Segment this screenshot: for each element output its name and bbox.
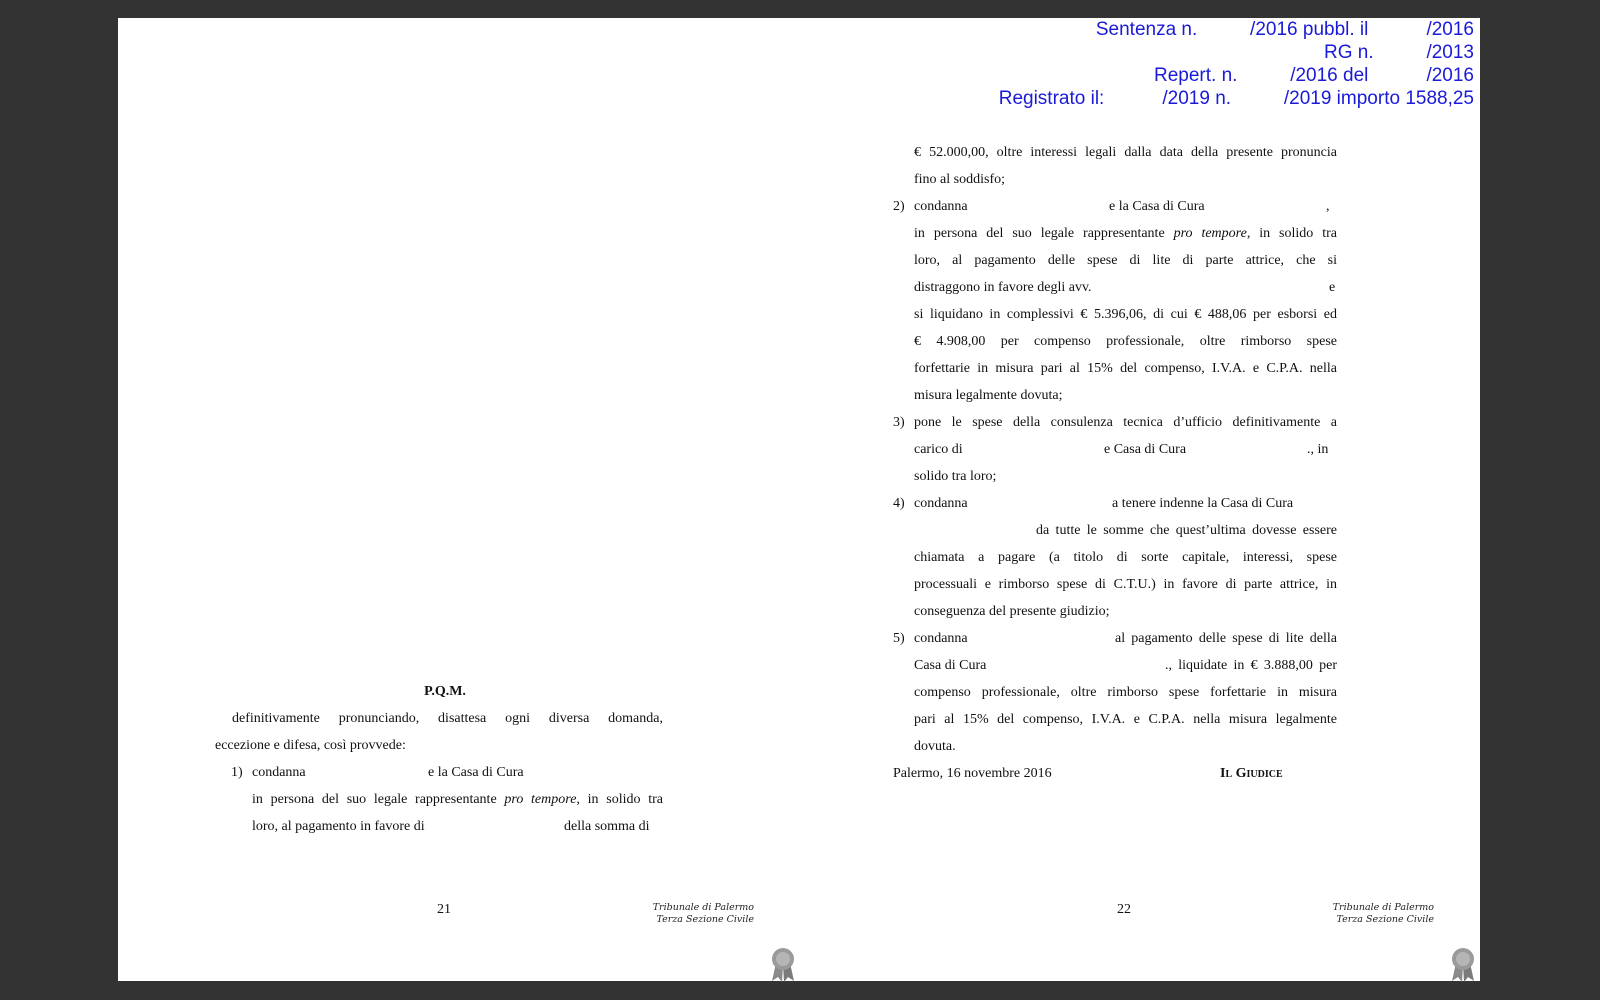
item-4-condanna: condanna bbox=[914, 496, 968, 511]
item-2-line-8: misura legalmente dovuta; bbox=[914, 388, 1063, 403]
stamp-line-registrato: Registrato il: /2019 n. /2019 importo 1588,25 bbox=[998, 88, 1474, 109]
item-3-line-2c: ., in bbox=[1307, 442, 1329, 457]
continuation-line-2: fino al soddisfo; bbox=[914, 172, 1005, 187]
item-5-line-4: pari al 15% del compenso, I.V.A. e C.P.A. nella misura legalmente bbox=[914, 712, 1337, 727]
item-2-line-4b: e bbox=[1329, 280, 1336, 295]
item-1-number: 1) bbox=[231, 765, 243, 780]
item-2-comma: , bbox=[1326, 199, 1330, 214]
item-1-line-2: in persona del suo legale rappresentante pro tempore, in solido tra bbox=[252, 792, 663, 807]
intro-line-1: definitivamente pronunciando, disattesa ogni diversa domanda, bbox=[232, 711, 663, 726]
page-number-left: 21 bbox=[437, 902, 451, 917]
item-1-casa-di-cura: e la Casa di Cura bbox=[428, 765, 524, 780]
item-4-line-4: processuali e rimborso spese di C.T.U.) in favore di parte attrice, in bbox=[914, 577, 1337, 592]
item-3-line-3: solido tra loro; bbox=[914, 469, 997, 484]
item-4-line-3: chiamata a pagare (a titolo di sorte capitale, interessi, spese bbox=[914, 550, 1337, 565]
stamp-line-sentenza: Sentenza n. /2016 pubbl. il /2016 bbox=[1095, 19, 1474, 40]
item-1-line-3b: della somma di bbox=[564, 819, 650, 834]
item-2-line-5: si liquidano in complessivi € 5.396,06, di cui € 488,06 per esborsi ed bbox=[914, 307, 1337, 322]
item-2-line-3: loro, al pagamento delle spese di lite di parte attrice, che si bbox=[914, 253, 1337, 268]
judge-signature-label: Il Giudice bbox=[1220, 766, 1283, 781]
item-3-number: 3) bbox=[893, 415, 905, 430]
item-2-casa-di-cura: e la Casa di Cura bbox=[1109, 199, 1205, 214]
item-5-line-5: dovuta. bbox=[914, 739, 956, 754]
item-2-line-7: forfettarie in misura pari al 15% del compenso, I.V.A. e C.P.A. nella bbox=[914, 361, 1337, 376]
item-5-condanna: condanna bbox=[914, 631, 968, 646]
intro-line-2: eccezione e difesa, così provvede: bbox=[215, 738, 406, 753]
item-1-condanna: condanna bbox=[252, 765, 306, 780]
item-2-line-4a: distraggono in favore degli avv. bbox=[914, 280, 1092, 295]
continuation-line-1: € 52.000,00, oltre interessi legali dalla data della presente pronuncia bbox=[914, 145, 1337, 160]
document-sheet bbox=[118, 18, 1480, 981]
item-5-line-2b: ., liquidate in € 3.888,00 per bbox=[1165, 658, 1337, 673]
item-4-line-2: da tutte le somme che quest’ultima dovesse essere bbox=[1036, 523, 1337, 538]
place-and-date: Palermo, 16 novembre 2016 bbox=[893, 766, 1052, 781]
item-4-line-5: conseguenza del presente giudizio; bbox=[914, 604, 1110, 619]
item-5-line-2a: Casa di Cura bbox=[914, 658, 987, 673]
item-4-line-1b: a tenere indenne la Casa di Cura bbox=[1112, 496, 1294, 511]
court-section: Terza Sezione Civile bbox=[1336, 914, 1434, 925]
court-name: Tribunale di Palermo bbox=[1332, 902, 1434, 913]
stamp-line-repert: Repert. n. /2016 del /2016 bbox=[1153, 65, 1474, 86]
item-3-line-1: pone le spese della consulenza tecnica d’ufficio definitivamente a bbox=[914, 415, 1337, 430]
pqm-heading: P.Q.M. bbox=[424, 684, 466, 699]
item-1-line-3a: loro, al pagamento in favore di bbox=[252, 819, 425, 834]
item-2-condanna: condanna bbox=[914, 199, 968, 214]
seal-icon bbox=[768, 947, 798, 983]
item-4-number: 4) bbox=[893, 496, 905, 511]
item-3-line-2b: e Casa di Cura bbox=[1104, 442, 1187, 457]
item-5-line-3: compenso professionale, oltre rimborso spese forfettarie in misura bbox=[914, 685, 1337, 700]
item-5-number: 5) bbox=[893, 631, 905, 646]
court-section: Terza Sezione Civile bbox=[656, 914, 754, 925]
item-2-line-6: € 4.908,00 per compenso professionale, oltre rimborso spese bbox=[914, 334, 1337, 349]
page-number-right: 22 bbox=[1117, 902, 1131, 917]
court-footer-left bbox=[618, 902, 754, 926]
item-2-line-2: in persona del suo legale rappresentante pro tempore, in solido tra bbox=[914, 226, 1337, 241]
court-name: Tribunale di Palermo bbox=[652, 902, 754, 913]
item-2-number: 2) bbox=[893, 199, 905, 214]
seal-icon bbox=[1448, 947, 1478, 983]
item-3-line-2a: carico di bbox=[914, 442, 963, 457]
stamp-line-rg: RG n. /2013 bbox=[1324, 42, 1474, 63]
item-5-line-1b: al pagamento delle spese di lite della bbox=[1115, 631, 1337, 646]
court-footer-right bbox=[1298, 902, 1434, 926]
